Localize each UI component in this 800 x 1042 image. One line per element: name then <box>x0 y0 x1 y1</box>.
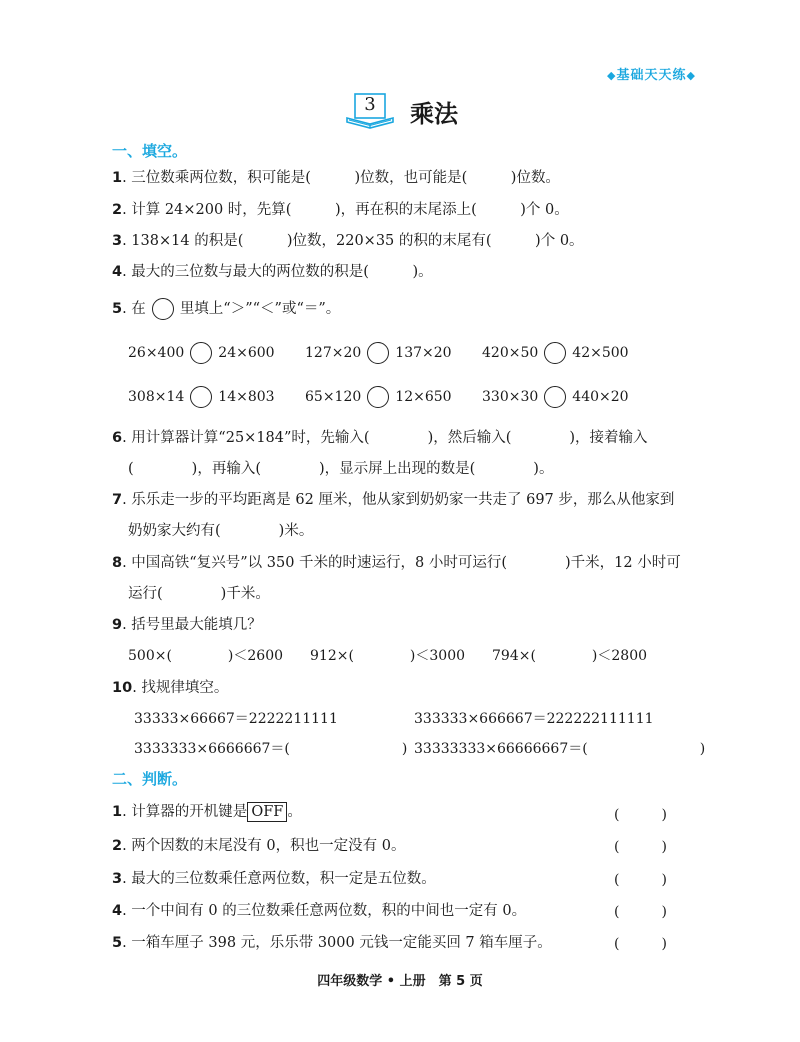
header-tag <box>607 64 696 83</box>
q9-item: 794×( )＜2800 <box>492 648 648 664</box>
answer-bracket[interactable]: ( ) <box>614 936 667 952</box>
question-6-line2: ( )，再输入( )，显示屏上出现的数是( )。 <box>128 461 554 477</box>
compare-circle[interactable] <box>544 386 566 408</box>
question-10: 10. 找规律填空。 <box>112 680 229 696</box>
question-7-line2: 奶奶家大约有( )米。 <box>128 523 314 539</box>
question-6: 6. 用计算器计算“25×184”时，先输入( )，然后输入( )，接着输入 <box>112 430 648 446</box>
question-1: 1. 三位数乘两位数，积可能是( )位数，也可能是( )位数。 <box>112 170 560 186</box>
compare-circle[interactable] <box>367 386 389 408</box>
q9-item: 912×( )＜3000 <box>310 648 466 664</box>
judge-item-1: 1. 计算器的开机键是 OFF 。 <box>112 804 302 820</box>
page-title: 乘法 <box>410 100 458 128</box>
compare-circle[interactable] <box>152 298 174 320</box>
compare-item: 65×120 12×650 <box>305 386 452 408</box>
answer-bracket[interactable]: ( ) <box>614 904 667 920</box>
question-7: 7. 乐乐走一步的平均距离是 62 厘米，他从家到奶奶家一共走了 697 步，那么从他家到 <box>112 492 675 508</box>
q10-item: 33333333×66666667＝( ) <box>414 741 706 757</box>
compare-item: 330×30 440×20 <box>482 386 629 408</box>
question-8-line2: 运行( )千米。 <box>128 586 270 602</box>
question-2: 2. 计算 24×200 时，先算( )，再在积的末尾添上( )个 0。 <box>112 202 569 218</box>
section-1-title: 一、填空。 <box>112 142 188 160</box>
answer-bracket[interactable]: ( ) <box>614 807 667 823</box>
question-9: 9. 括号里最大能填几？ <box>112 617 262 633</box>
diamond-icon: ◆ <box>607 69 617 82</box>
q10-item: 33333×66667＝2222211111 <box>134 711 338 727</box>
question-3: 3. 138×14 的积是( )位数，220×35 的积的末尾有( )个 0。 <box>112 233 584 249</box>
compare-circle[interactable] <box>544 342 566 364</box>
header-tag-label: 基础天天练 <box>616 68 687 83</box>
compare-circle[interactable] <box>190 386 212 408</box>
page-footer: 四年级数学 • 上册 第 5 页 <box>317 974 483 989</box>
q9-item: 500×( )＜2600 <box>128 648 284 664</box>
question-4: 4. 最大的三位数与最大的两位数的积是( )。 <box>112 264 433 280</box>
section-2-title: 二、判断。 <box>112 770 188 788</box>
q10-item: 3333333×6666667＝( ) <box>134 741 408 757</box>
compare-circle[interactable] <box>367 342 389 364</box>
answer-bracket[interactable]: ( ) <box>614 872 667 888</box>
judge-item-3: 3. 最大的三位数乘任意两位数，积一定是五位数。 <box>112 871 436 887</box>
compare-item: 308×14 14×803 <box>128 386 275 408</box>
answer-bracket[interactable]: ( ) <box>614 839 667 855</box>
q10-item: 333333×666667＝222222111111 <box>414 711 654 727</box>
compare-item: 127×20 137×20 <box>305 342 452 364</box>
off-key: OFF <box>247 802 287 822</box>
compare-item: 26×400 24×600 <box>128 342 275 364</box>
question-8: 8. 中国高铁“复兴号”以 350 千米的时速运行，8 小时可运行( )千米，12 小时可 <box>112 555 681 571</box>
compare-circle[interactable] <box>190 342 212 364</box>
judge-item-2: 2. 两个因数的末尾没有 0，积也一定没有 0。 <box>112 838 406 854</box>
judge-item-5: 5. 一箱车厘子 398 元，乐乐带 3000 元钱一定能买回 7 箱车厘子。 <box>112 935 552 951</box>
judge-item-4: 4. 一个中间有 0 的三位数乘任意两位数，积的中间也一定有 0。 <box>112 903 527 919</box>
diamond-icon: ◆ <box>686 69 696 82</box>
question-5: 5. 在 里填上“＞”“＜”或“＝”。 <box>112 298 340 320</box>
lesson-number: 3 <box>364 94 376 115</box>
compare-item: 420×50 42×500 <box>482 342 629 364</box>
